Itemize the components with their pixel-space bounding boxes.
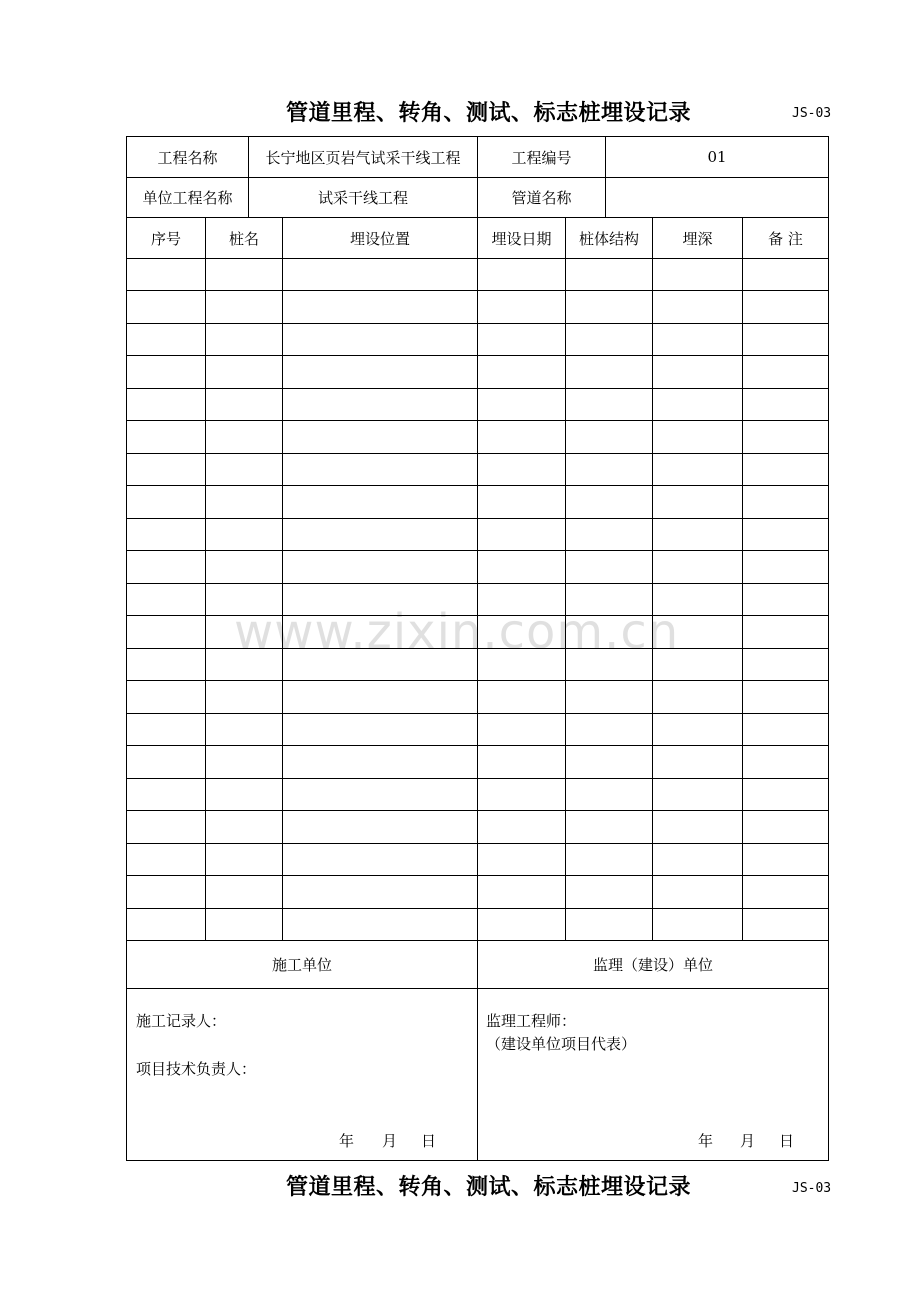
- watermark: www.zixin.com.cn: [234, 604, 680, 660]
- construction-unit-heading: 施工单位: [271, 956, 332, 974]
- page-title: 管道里程、转角、测试、标志桩埋设记录: [286, 101, 692, 126]
- owner-rep-label: （建设单位项目代表）: [486, 1035, 637, 1053]
- col-divider: [742, 217, 743, 940]
- page-title-repeat: 管道里程、转角、测试、标志桩埋设记录: [286, 1175, 692, 1200]
- form-code-repeat: JS-03: [792, 1181, 832, 1196]
- recorder-label: 施工记录人：: [136, 1012, 227, 1030]
- col-divider: [477, 217, 478, 1160]
- pipeline-name-value: [606, 178, 828, 217]
- tech-lead-label: 项目技术负责人：: [136, 1060, 257, 1078]
- col-header-structure: 桩体结构: [578, 229, 639, 248]
- project-no-label: 工程编号: [511, 148, 572, 167]
- pipeline-name-label: 管道名称: [511, 189, 572, 207]
- supervision-unit-heading: 监理（建设）单位: [592, 956, 713, 974]
- col-header-remarks: 备 注: [768, 229, 803, 248]
- project-name-label: 工程名称: [157, 148, 218, 167]
- project-name-value: 长宁地区页岩气试采干线工程: [265, 148, 461, 167]
- supervisor-label: 监理工程师：: [486, 1012, 577, 1030]
- col-divider: [565, 217, 566, 940]
- col-header-stake-name: 桩名: [228, 229, 259, 248]
- col-header-depth: 埋深: [682, 229, 713, 248]
- unit-project-value: 试采干线工程: [317, 189, 408, 207]
- col-divider: [205, 217, 206, 940]
- col-divider: [652, 217, 653, 940]
- unit-project-label: 单位工程名称: [142, 189, 233, 207]
- form-code: JS-03: [792, 106, 832, 121]
- col-header-location: 埋设位置: [349, 229, 410, 248]
- date-year: 年: [339, 1132, 355, 1150]
- date-day: 日: [779, 1132, 795, 1150]
- col-divider: [282, 217, 283, 940]
- date-day: 日: [421, 1132, 437, 1150]
- col-header-seq: 序号: [150, 229, 181, 248]
- date-year: 年: [698, 1132, 714, 1150]
- date-month: 月: [382, 1132, 398, 1150]
- col-header-date: 埋设日期: [491, 229, 552, 248]
- project-no-value: 01: [707, 148, 727, 166]
- date-month: 月: [740, 1132, 756, 1150]
